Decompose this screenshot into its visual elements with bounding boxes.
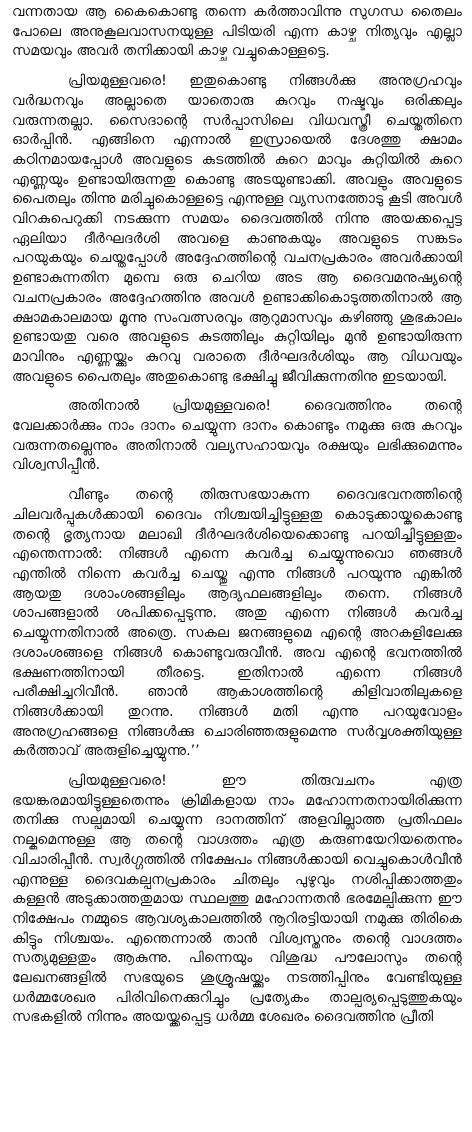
paragraph-gap	[12, 387, 462, 397]
paragraph-4: വീണ്ടും തന്റെ തിരുസഭയാകുന്ന ദൈവഭവനത്തിന്റെ ചിലവർപ്പുകൾക്കായി ദൈവം നിശ്ചയിച്ചിട്ടുള്ളതു കൊടുക്കായ്കകൊണ്ടു തന്റെ ഭൃത്യനായ മലാഖി ദീർഘദർശിയെക്കൊണ്ടു പറയിച്ചിട്ടുള്ളതും എന്തെന്നാൽ: നിങ്ങൾ എന്നെ കവർച്ച ചെയ്യുന്നുവൊ ഞങ്ങൾ എന്തിൽ നിന്നെ കവർച്ച ചെയ്തു എന്നു നിങ്ങൾ പറയുന്നു എങ്കിൽ ആയതു ദശാംശങ്ങളിലും ആദ്യഫലങ്ങളിലും തന്നെ. നിങ്ങൾ ശാപങ്ങളാൽ ശപിക്കപ്പെടുന്നു. അതു എന്നെ നിങ്ങൾ കവർച്ച ചെയ്യുന്നതിനാൽ അത്രെ. സകല ജനങ്ങളുമെ എന്റെ അറകളിലേക്കു ദശാംശങ്ങളെ നിങ്ങൾ കൊണ്ടുവരുവീൻ. അവ എന്റെ ഭവനത്തിൽ ഭക്ഷണത്തിനായി തീരട്ടെ. ഇതിനാൽ എന്നെ നിങ്ങൾ പരീക്ഷിച്ചറിവീൻ. ഞാൻ ആകാശത്തിന്റെ കിളിവാതിലുകളെ നിങ്ങൾക്കായി തുറന്നു. നിങ്ങൾ മതി എന്നു പറയുവോളം അനുഗ്രഹങ്ങളെ നിങ്ങൾക്കു ചൊരിഞ്ഞരുളുമെന്നു സർവ്വശക്തിയുള്ള കർത്താവ് അരുളിച്ചെയ്യുന്നു.’’	[12, 487, 462, 760]
paragraph-1: വന്നതായ ആ കൈകൊണ്ടു തന്നെ കർത്താവിന്നു സുഗന്ധ തൈലം പോലെ അനുകൂലവാസനയുള്ള പിടിയരി എന്ന കാഴ്ച നിത്യവും എല്ലാ സമയവും അവർ തനിക്കായി കാഴ്ച വച്ചുകൊള്ളട്ടെ.	[12, 4, 462, 60]
paragraph-5: പ്രിയമുള്ളവരെ! ഈ തിരുവചനം എത്ര ഭയങ്കരമായിട്ടുള്ളതെന്നും ക്രിമികളായ നാം മഹോന്നതനായിരിക്കുന്ന തനിക്കു സല്പമായി ചെയ്യുന്ന ദാനത്തിന് അളവില്ലാത്ത പ്രതിഫലം നല്കുമെന്നുള്ള ആ തന്റെ വാഗ്ദത്തം എത്ര കരുണയേറിയതെന്നും വിചാരിപ്പീൻ. സ്വർഗ്ഗത്തിൽ നിക്ഷേപം നിങ്ങൾക്കായി വെച്ചുകൊൾവീൻ എന്നുള്ള ദൈവകല്പനപ്രകാരം ചിതലും പുഴുവും നശിപ്പിക്കാത്തതും കള്ളൻ അടുക്കാത്തതുമായ സ്ഥലത്തു മഹോന്നതൻ ഭരമേല്പിക്കുന്ന ഈ നിക്ഷേപം നമ്മുടെ ആവശ്യകാലത്തിൽ നൂറിരട്ടിയായി നമുക്കു തിരികെ കിട്ടും നിശ്ചയം. എന്തെന്നാൽ താൻ വിശ്വസ്തനും തന്റെ വാഗ്ദത്തം സത്യമുള്ളതും ആകുന്നു. പിന്നെയും വിശുദ്ധ പൗലോസും തന്റെ ലേഖനങ്ങളിൽ സഭയുടെ ശുശ്രൂഷയ്ക്കും നടത്തിപ്പിനും വേണ്ടിയുള്ള ധർമ്മശേഖര പിരിവിനെക്കുറിച്ചും പ്രത്യേകം താല്പര്യപ്പെടുത്തുകയും സഭകളിൽ നിന്നും അയയ്ക്കപ്പെട്ട ധർമ്മ ശേഖരം ദൈവത്തിനു പ്രീതി	[12, 773, 462, 1026]
paragraph-3: അതിനാൽ പ്രിയമുള്ളവരെ! ദൈവത്തിനും തന്റെ വേലക്കാർക്കും നാം ദാനം ചെയ്യുന്ന ദാനം കൊണ്ടും നമുക്കു ഒരു കുറവും വരുന്നതല്ലെന്നും അതിനാൽ വല്യസഹായവും രക്ഷയും ലഭിക്കുമെന്നും വിശ്വസിപ്പീൻ.	[12, 398, 462, 474]
paragraph-gap	[12, 762, 462, 772]
paragraph-gap	[12, 62, 462, 72]
paragraph-gap	[12, 476, 462, 486]
paragraph-2: പ്രിയമുള്ളവരെ! ഇതുകൊണ്ടു നിങ്ങൾക്കു അനുഗ്രഹവും വർദ്ധനവും അല്ലാതെ യാതൊരു കുറവും നഷ്ടവും ഒരിക്കലും വരുന്നതല്ലാ. സൈദാന്റെ സർപ്പാസിലെ വിധവസ്ത്രീ ചെയ്തതിനെ ഓർപ്പിൻ. എങ്ങിനെ എന്നാൽ ഇസ്രായെൽ ദേശത്തു ക്ഷാമം കഠിനമായപ്പോൾ അവളുടെ കുടത്തിൽ കുറെ മാവും കുറ്റിയിൽ കുറെ എണ്ണയും ഉണ്ടായിരുന്നതു കൊണ്ടു അടയുണ്ടാക്കി. അവളും അവളുടെ പൈതലും തിന്നു മരിച്ചുകൊള്ളട്ടെ എന്നുള്ള വ്യസനത്തോടു കൂടി അവൾ വിറകുപെറുക്കി നടക്കുന്ന സമയം ദൈവത്തിൽ നിന്നു അയക്കപ്പെട്ട ഏലിയാ ദീർഘദർശി അവളെ കാണുകയും അവളുടെ സങ്കടം പറയുകയും ചെയ്തപ്പോൾ അദ്ദേഹത്തിന്റെ വചനപ്രകാരം അവർക്കായി ഉണ്ടാകുന്നതിന മുമ്പെ ഒരു ചെറിയ അട ആ ദൈവമനുഷ്യന്റെ വചനപ്രകാരം അദ്ദേഹത്തിനു അവൾ ഉണ്ടാക്കികൊടുത്തതിനാൽ ആ ക്ഷാമകാലമായ മൂന്നു സംവത്സരവും ആറുമാസവും കഴിഞ്ഞു ശുഭകാലം ഉണ്ടായതു വരെ അവളുടെ കുടത്തിലും കുറ്റിയിലും മുൻ ഉണ്ടായിരുന്ന മാവിനും എണ്ണയ്ക്കും കുറവു വരാതെ ദീർഘദർശിയും ആ വിധവയും അവളുടെ പൈതലും അതുകൊണ്ടു ഭക്ഷിച്ചു ജീവിക്കുന്നതിനു ഇടയായി.	[12, 73, 462, 385]
